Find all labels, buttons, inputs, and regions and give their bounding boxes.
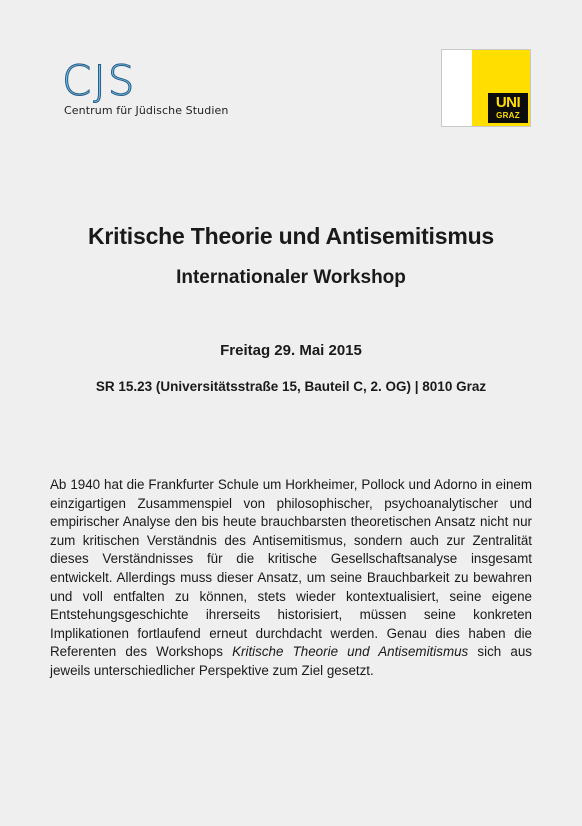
document-subtitle: Internationaler Workshop: [176, 267, 406, 288]
cjs-logo-subtitle: Centrum für Jüdische Studien: [64, 104, 229, 117]
abstract-text-end: sich aus jeweils unterschiedlicher Perspektive zum Ziel gesetzt.: [50, 644, 532, 678]
uni-graz-logo: [441, 49, 531, 127]
event-venue: SR 15.23 (Universitätsstraße 15, Bauteil C, 2. OG) | 8010 Graz: [95, 379, 487, 394]
uni-graz-word: UNI: [495, 94, 521, 111]
uni-graz-yellow-block: [472, 50, 530, 126]
abstract-paragraph: [50, 476, 532, 681]
event-date: Freitag 29. Mai 2015: [220, 342, 362, 359]
cjs-logo: [62, 56, 242, 122]
document-title: Kritische Theorie und Antisemitismus: [87, 223, 495, 249]
uni-graz-badge: [488, 93, 528, 123]
abstract-text-start: Ab 1940 hat die Frankfurter Schule um Horkheimer, Pollock und Adorno in einem einzigartigen Zusammenspiel von philosophischer, psychoanalytischer und empirischer Analyse den bis heute brauchbarsten theoretischen Ansatz nicht nur zum kritischen Verständnis des Antisemitismus, sondern auch zur Zentralität dieses Verständnisses für die kritische Gesellschaftsanalyse insgesamt entwickelt. Allerdings muss dieser Ansatz, um seine Brauchbarkeit zu bewahren und voll entfalten zu können, stets wieder kontextualisiert, seine eigene Entstehungsgeschichte ihrerseits historisiert, müssen seine konkreten Implikationen fortlaufend erneut durchdacht werden. Genau dies haben die Referenten des Workshops: [50, 477, 532, 660]
cjs-logo-letters: CJS: [62, 56, 137, 105]
abstract-italic-title: Kritische Theorie und Antisemitismus: [232, 644, 469, 660]
uni-graz-city: GRAZ: [496, 111, 520, 120]
